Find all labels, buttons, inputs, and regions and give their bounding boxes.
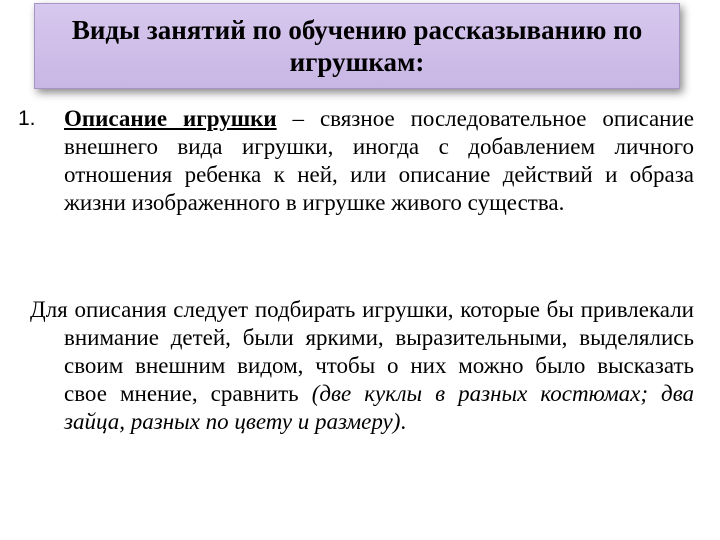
slide-title: Виды занятий по обучению рассказыванию по игрушкам: <box>71 15 643 77</box>
list-item-description <box>64 105 694 217</box>
list-number: 1. <box>18 107 36 130</box>
paragraph-text: Для описания следует подбирать игрушки, которые бы привлекали внимание детей, были яркими, выразительными, выделялись своим внешним видом, чтобы о них можно было высказать свое мнение, сравнить <box>30 297 694 406</box>
list-item-term: Описание игрушки <box>64 106 277 131</box>
title-box <box>34 3 680 89</box>
paragraph-end: . <box>400 409 407 434</box>
paragraph-examples: (две куклы в разных костюмах; два зайца, разных по цвету и размеру) <box>64 381 695 434</box>
body-paragraph <box>30 296 694 436</box>
list-item-text: – связное последовательное описание внешнего вида игрушки, иногда с добавлением личного отношения ребенка к ней, или описание действий и образа жизни изображенного в игрушке живого существа. <box>64 106 695 215</box>
